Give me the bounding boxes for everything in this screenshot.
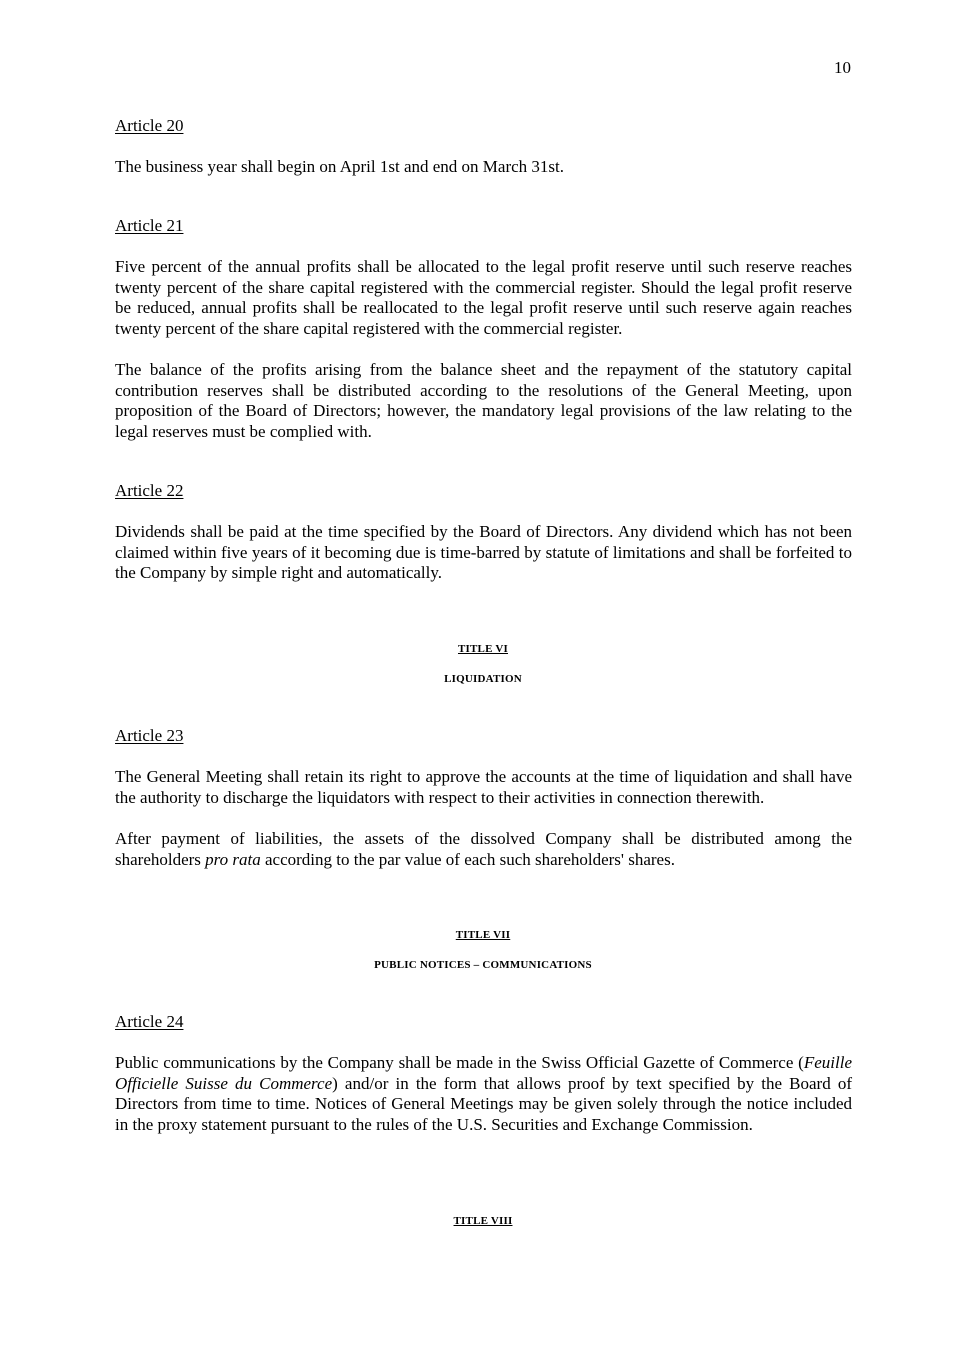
article-23-p2-text-after: according to the par value of each such shareholders' shares.	[260, 849, 675, 869]
article-24-p1-text-after: ) and/or in the form that allows proof by text specified by the Board of Directors from time to time. Notices of General Meetings may be given solely through the notice included in the proxy statement pursuant to the rules of the U.S. Securities and Exchange Commission.	[115, 1073, 853, 1134]
article-23-paragraph-1: The General Meeting shall retain its right to approve the accounts at the time of liquidation and shall have the authority to discharge the liquidators with respect to their activities in connection therewith.	[115, 767, 852, 807]
article-20-heading: Article 20	[115, 116, 184, 135]
article-23-heading: Article 23	[115, 726, 184, 745]
article-21-heading: Article 21	[115, 216, 184, 235]
article-21-paragraph-2: The balance of the profits arising from the balance sheet and the repayment of the statutory capital contribution reserves shall be distributed according to the resolutions of the General Meeting, upon proposition of the Board of Directors; however, the mandatory legal provisions of the law relating to the legal reserves must be complied with.	[115, 360, 852, 441]
article-24-p1-italic: Feuille Officielle Suisse du Commerce	[115, 1053, 852, 1093]
article-20-paragraph-1: The business year shall begin on April 1st and end on March 31st.	[115, 157, 565, 176]
title-viii-label: TITLE VIII	[453, 1215, 513, 1227]
article-23-p2-text-before: After payment of liabilities, the assets of the dissolved Company shall be distributed among the shareholders	[115, 829, 852, 869]
article-21-paragraph-1: Five percent of the annual profits shall be allocated to the legal profit reserve until such reserve reaches twenty percent of the share capital registered with the commercial register. Should the legal profit reserve be reduced, annual profits shall be reallocated to the legal profit reserve until such reserve again reaches twenty percent of the share capital registered with the commercial register.	[115, 257, 852, 338]
article-22-heading: Article 22	[115, 481, 184, 500]
article-23-paragraph-2	[115, 829, 852, 870]
article-24-paragraph-1	[115, 1053, 852, 1135]
article-24-heading: Article 24	[115, 1012, 184, 1031]
article-22-paragraph-1: Dividends shall be paid at the time specified by the Board of Directors. Any dividend which has not been claimed within five years of it becoming due is time-barred by statute of limitations and shall be forfeited to the Company by simple right and automatically.	[115, 522, 852, 583]
page-number: 10	[834, 58, 851, 77]
article-23-p2-italic: pro rata	[205, 849, 261, 869]
title-vi-subtitle: LIQUIDATION	[444, 673, 522, 685]
article-24-p1-text-before: Public communications by the Company shall be made in the Swiss Official Gazette of Commerce (	[115, 1053, 804, 1072]
title-vii-subtitle: PUBLIC NOTICES – COMMUNICATIONS	[374, 959, 592, 971]
title-vii-label: TITLE VII	[455, 929, 511, 941]
title-vi-label: TITLE VI	[457, 643, 508, 655]
